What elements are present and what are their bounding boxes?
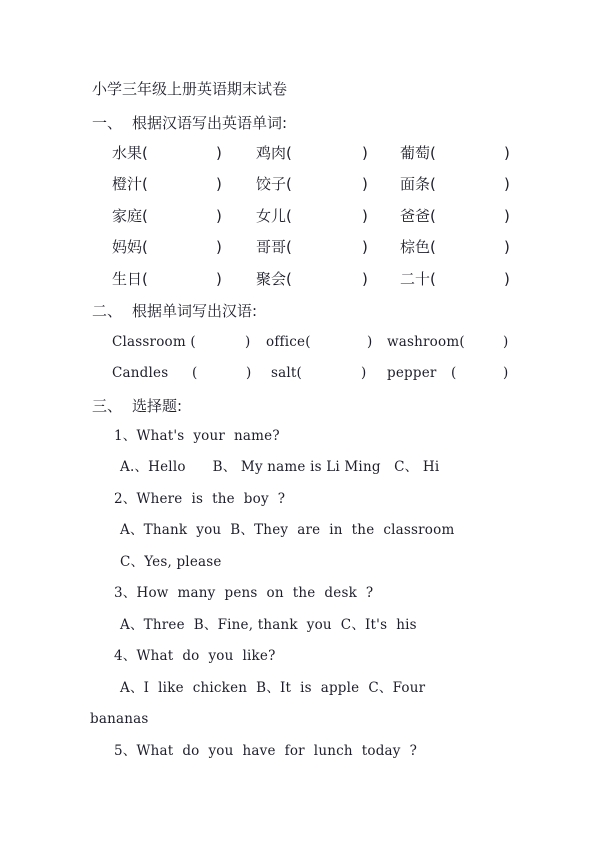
option-line: A、I like chicken B、It is apple C、Four [120, 680, 426, 696]
answer-blank-close: ) [504, 144, 510, 162]
answer-blank-close: ) [361, 365, 367, 381]
section3-number: 三、 [92, 397, 123, 415]
section2-heading: 根据单词写出汉语: [132, 302, 258, 320]
answer-blank-open: ( [451, 365, 457, 381]
answer-blank-close: ) [504, 270, 510, 288]
answer-blank-close: ) [504, 207, 510, 225]
answer-blank-open: ( [192, 365, 198, 381]
vocab-item: 棕色( [400, 238, 436, 256]
word-item: Classroom ( [112, 334, 196, 350]
word-item: salt( [271, 365, 302, 381]
answer-blank-close: ) [362, 238, 368, 256]
vocab-item: 爸爸( [400, 207, 436, 225]
answer-blank-close: ) [503, 334, 509, 350]
option-line: A.、Hello B、 My name is Li Ming C、 Hi [120, 459, 440, 475]
answer-blank-close: ) [216, 175, 222, 193]
section1-heading: 根据汉语写出英语单词: [132, 114, 288, 132]
answer-blank-close: ) [362, 207, 368, 225]
question-line: 5、What do you have for lunch today ? [114, 743, 418, 759]
vocab-item: 水果( [112, 144, 148, 162]
option-line: C、Yes, please [120, 554, 222, 570]
vocab-item: 哥哥( [256, 238, 292, 256]
question-line: 1、What's your name? [114, 428, 280, 444]
answer-blank-close: ) [216, 207, 222, 225]
section3-heading: 选择题: [132, 397, 183, 415]
answer-blank-close: ) [503, 365, 509, 381]
answer-blank-close: ) [362, 270, 368, 288]
section1-number: 一、 [92, 114, 123, 132]
vocab-item: 家庭( [112, 207, 148, 225]
vocab-item: 面条( [400, 175, 436, 193]
vocab-item: 橙汁( [112, 175, 148, 193]
question-line: 3、How many pens on the desk ? [114, 585, 374, 601]
section2-number: 二、 [92, 302, 123, 320]
question-line: 2、Where is the boy ? [114, 491, 286, 507]
vocab-item: 鸡肉( [256, 144, 292, 162]
vocab-item: 生日( [112, 270, 148, 288]
vocab-item: 女儿( [256, 207, 292, 225]
exam-title: 小学三年级上册英语期末试卷 [92, 80, 288, 98]
word-item: pepper [387, 365, 437, 381]
word-item: office( [266, 334, 311, 350]
word-item: washroom( [387, 334, 465, 350]
answer-blank-close: ) [362, 175, 368, 193]
vocab-item: 聚会( [256, 270, 292, 288]
vocab-item: 饺子( [256, 175, 292, 193]
answer-blank-close: ) [367, 334, 373, 350]
answer-blank-close: ) [246, 365, 252, 381]
vocab-item: 二十( [400, 270, 436, 288]
option-line-wrap: bananas [90, 711, 149, 727]
answer-blank-close: ) [216, 144, 222, 162]
answer-blank-close: ) [245, 334, 251, 350]
answer-blank-close: ) [362, 144, 368, 162]
vocab-item: 妈妈( [112, 238, 148, 256]
vocab-item: 葡萄( [400, 144, 436, 162]
answer-blank-close: ) [216, 270, 222, 288]
answer-blank-close: ) [504, 175, 510, 193]
option-line: A、Three B、Fine, thank you C、It's his [120, 617, 417, 633]
answer-blank-close: ) [504, 238, 510, 256]
answer-blank-close: ) [216, 238, 222, 256]
question-line: 4、What do you like? [114, 648, 276, 664]
word-item: Candles [112, 365, 169, 381]
option-line: A、Thank you B、They are in the classroom [120, 522, 455, 538]
